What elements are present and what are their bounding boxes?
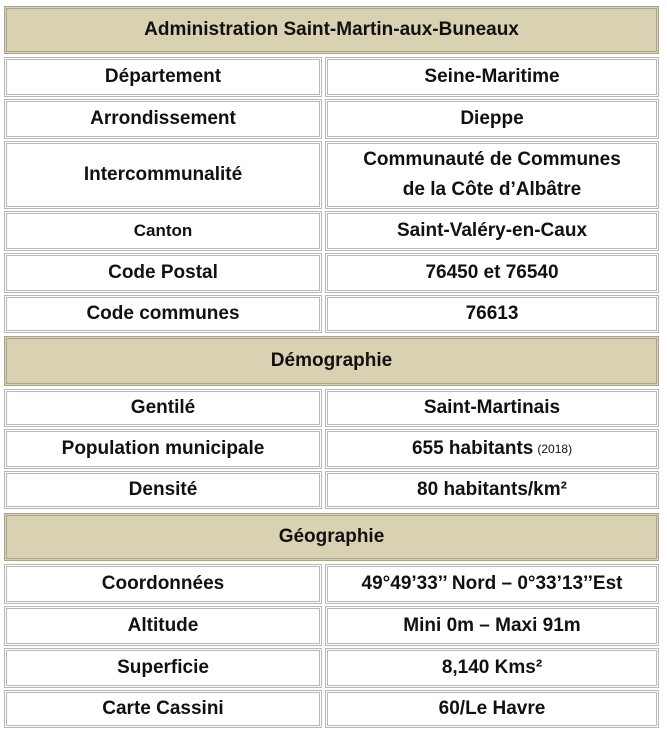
- label-canton: Canton: [4, 211, 322, 251]
- label-departement: Département: [4, 57, 322, 97]
- section-header-geographie: Géographie: [4, 513, 659, 561]
- value-population-number: 655 habitants: [411, 438, 534, 459]
- value-population: [325, 429, 659, 469]
- value-departement: Seine-Maritime: [325, 57, 659, 97]
- value-densite: 80 habitants/km²: [325, 471, 659, 509]
- label-code-postal: Code Postal: [4, 253, 322, 293]
- label-arrondissement: Arrondissement: [4, 99, 322, 139]
- label-code-communes: Code communes: [4, 295, 322, 333]
- label-altitude: Altitude: [4, 606, 322, 646]
- label-population: Population municipale: [4, 429, 322, 469]
- value-population-year: (2018): [537, 442, 573, 456]
- label-gentile: Gentilé: [4, 389, 322, 427]
- value-gentile: Saint-Martinais: [325, 389, 659, 427]
- label-coordonnees: Coordonnées: [4, 564, 322, 604]
- value-coordonnees: 49°49’33’’ Nord – 0°33’13’’Est: [325, 564, 659, 604]
- value-altitude: Mini 0m – Maxi 91m: [325, 606, 659, 646]
- value-carte-cassini: 60/Le Havre: [325, 690, 659, 728]
- section-header-administration: Administration Saint-Martin-aux-Buneaux: [4, 6, 659, 54]
- label-superficie: Superficie: [4, 648, 322, 688]
- value-superficie: 8,140 Kms²: [325, 648, 659, 688]
- label-carte-cassini: Carte Cassini: [4, 690, 322, 728]
- value-canton: Saint-Valéry-en-Caux: [325, 211, 659, 251]
- label-intercommunalite: Intercommunalité: [4, 141, 322, 209]
- label-densite: Densité: [4, 471, 322, 509]
- section-header-demographie: Démographie: [4, 336, 659, 386]
- value-code-communes: 76613: [325, 295, 659, 333]
- value-code-postal: 76450 et 76540: [325, 253, 659, 293]
- value-intercommunalite-line2: de la Côte d’Albâtre: [402, 179, 582, 200]
- value-arrondissement: Dieppe: [325, 99, 659, 139]
- value-intercommunalite: [325, 141, 659, 209]
- value-intercommunalite-line1: Communauté de Communes: [363, 149, 621, 170]
